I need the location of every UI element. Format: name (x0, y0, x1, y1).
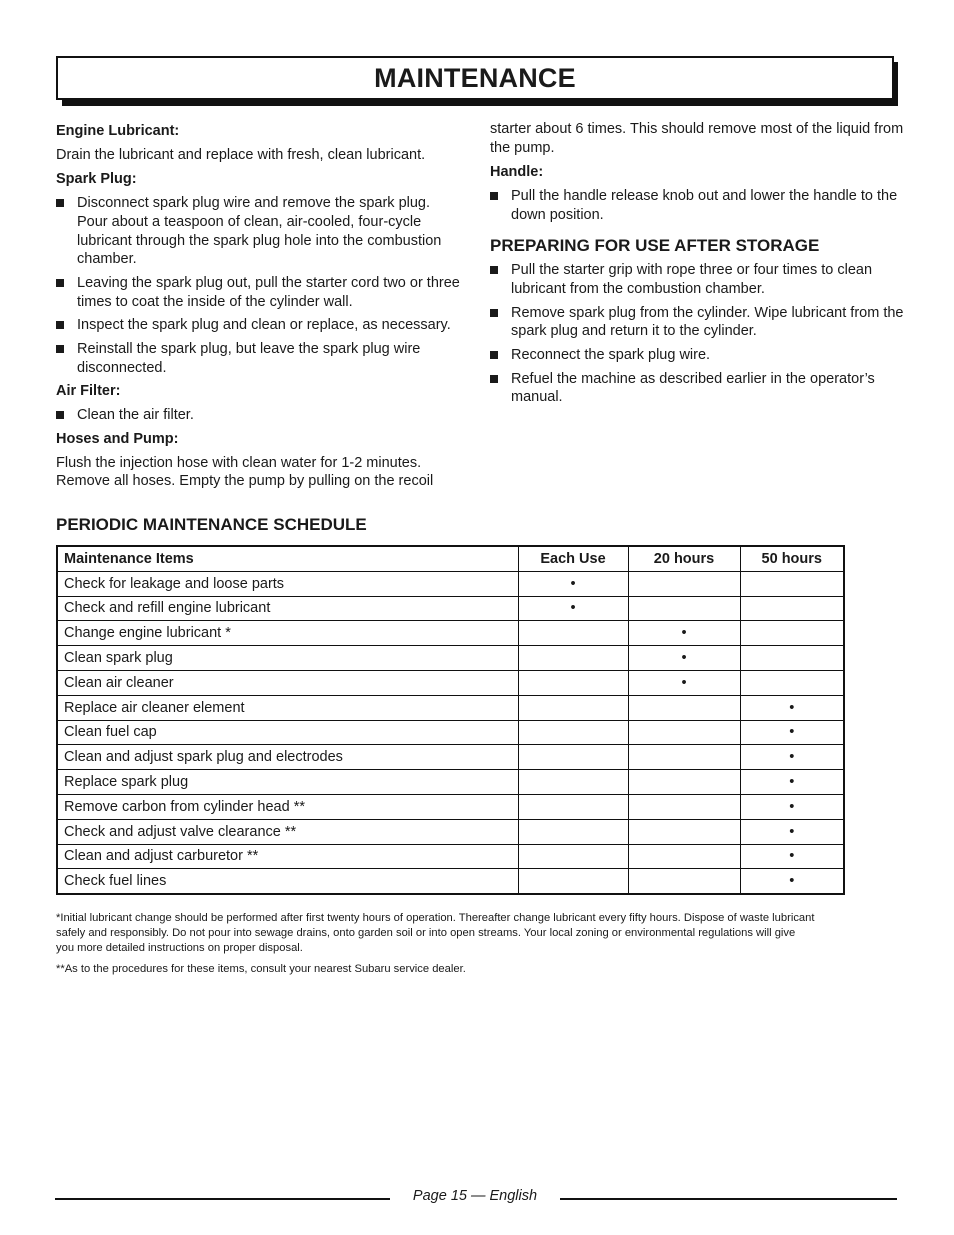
list-item (56, 340, 464, 377)
table-cell (628, 844, 740, 869)
table-cell: Check and refill engine lubricant (57, 596, 518, 621)
table-row (57, 695, 844, 720)
table-row (57, 670, 844, 695)
table-cell (740, 646, 844, 671)
table-cell (518, 794, 628, 819)
bullet-square-icon (490, 375, 498, 383)
spark-plug-list (56, 194, 464, 377)
table-cell (628, 745, 740, 770)
table-cell (628, 794, 740, 819)
list-item (490, 187, 908, 224)
table-cell: Replace spark plug (57, 770, 518, 795)
list-item (56, 274, 464, 311)
table-row (57, 596, 844, 621)
list-item (56, 316, 464, 335)
title-box (56, 56, 894, 100)
table-cell (740, 596, 844, 621)
bullet-square-icon (56, 411, 64, 419)
table-cell (740, 621, 844, 646)
column-header: Maintenance Items (57, 546, 518, 571)
table-cell (740, 571, 844, 596)
list-item-text: Clean the air filter. (77, 407, 194, 424)
storage-heading: PREPARING FOR USE AFTER STORAGE (490, 235, 820, 255)
schedule-heading: PERIODIC MAINTENANCE SCHEDULE (56, 515, 367, 534)
table-cell (740, 670, 844, 695)
engine-lubricant-text: Drain the lubricant and replace with fresh, clean lubricant. (56, 146, 426, 163)
hoses-pump-text: Flush the injection hose with clean water for 1-2 minutes. Remove all hoses. Empty the pump by pulling on the recoil (56, 454, 434, 490)
table-cell (628, 571, 740, 596)
table-cell (518, 646, 628, 671)
table-cell: • (518, 596, 628, 621)
table-row (57, 794, 844, 819)
table-cell: • (740, 745, 844, 770)
table-cell: Clean spark plug (57, 646, 518, 671)
handle-heading: Handle: (490, 164, 544, 181)
left-column (56, 122, 464, 497)
table-cell: Replace air cleaner element (57, 695, 518, 720)
table-cell: • (628, 621, 740, 646)
table-cell: Clean fuel cap (57, 720, 518, 745)
table-cell: • (628, 646, 740, 671)
page-footer: Page 15 — English (412, 1188, 538, 1204)
table-cell: • (628, 670, 740, 695)
table-cell: Clean air cleaner (57, 670, 518, 695)
footnote-1: *Initial lubricant change should be performed after first twenty hours of operation. Thereafter change lubricant every fifty hours. Dispose of waste lubricant safely and responsibly. Do not pour into sewage drains, onto garden soil or into open streams. Your local zoning or environmental regulations will give you more detailed instructions on proper disposal. (56, 912, 815, 954)
hoses-pump-heading: Hoses and Pump: (56, 430, 179, 447)
spark-plug-heading: Spark Plug: (56, 171, 137, 188)
bullet-square-icon (56, 279, 64, 287)
bullet-square-icon (490, 266, 498, 274)
bullet-square-icon (490, 351, 498, 359)
table-cell: Check for leakage and loose parts (57, 571, 518, 596)
table-cell (518, 720, 628, 745)
list-item (490, 261, 908, 298)
list-item-text: Refuel the machine as described earlier in the operator’s manual. (511, 370, 875, 406)
footnotes (56, 911, 816, 983)
list-item-text: Pull the starter grip with rope three or four times to clean lubricant from the combustion chamber. (511, 262, 873, 297)
table-cell: Clean and adjust spark plug and electrodes (57, 745, 518, 770)
list-item (490, 304, 908, 341)
table-cell (628, 819, 740, 844)
bullet-square-icon (56, 199, 64, 207)
table-cell (518, 695, 628, 720)
title-banner (56, 56, 898, 106)
handle-list (490, 187, 908, 224)
table-row (57, 844, 844, 869)
list-item-text: Remove spark plug from the cylinder. Wipe lubricant from the spark plug and return it to the cylinder. (511, 304, 904, 340)
list-item (56, 406, 464, 425)
footer-rule-left (55, 1198, 390, 1200)
table-cell (628, 596, 740, 621)
storage-list (490, 261, 908, 407)
bullet-square-icon (490, 309, 498, 317)
engine-lubricant-heading: Engine Lubricant: (56, 123, 180, 139)
maintenance-schedule-table (56, 545, 845, 895)
table-row (57, 720, 844, 745)
table-cell (518, 670, 628, 695)
table-row (57, 745, 844, 770)
table-row (57, 621, 844, 646)
table-header-row (57, 546, 844, 571)
footer-rule-right (560, 1198, 897, 1200)
list-item-text: Reconnect the spark plug wire. (511, 347, 711, 364)
bullet-square-icon (56, 345, 64, 353)
list-item-text: Disconnect spark plug wire and remove the spark plug. Pour about a teaspoon of clean, air-cooled, four-cycle lubricant through the spark plug hole into the combustion chamber. (77, 195, 442, 268)
table-cell: Change engine lubricant * (57, 621, 518, 646)
bullet-square-icon (490, 192, 498, 200)
table-cell: • (740, 819, 844, 844)
table-cell: • (740, 770, 844, 795)
table-cell (628, 869, 740, 894)
list-item-text: Inspect the spark plug and clean or replace, as necessary. (77, 317, 451, 334)
table-row (57, 819, 844, 844)
table-cell: • (740, 869, 844, 894)
list-item-text: Pull the handle release knob out and lower the handle to the down position. (511, 188, 898, 223)
page-title: MAINTENANCE (374, 62, 576, 93)
footnote-2: **As to the procedures for these items, consult your nearest Subaru service dealer. (56, 963, 466, 975)
table-cell: • (740, 695, 844, 720)
list-item (490, 370, 908, 407)
air-filter-heading: Air Filter: (56, 383, 121, 400)
table-cell: • (740, 794, 844, 819)
table-cell (518, 770, 628, 795)
table-cell (518, 621, 628, 646)
table-cell (518, 844, 628, 869)
list-item (56, 194, 464, 269)
table-cell (518, 745, 628, 770)
table-row (57, 646, 844, 671)
table-cell (628, 770, 740, 795)
column-header: 50 hours (740, 546, 844, 571)
table-row (57, 869, 844, 894)
air-filter-list (56, 406, 464, 425)
table-cell: • (740, 720, 844, 745)
list-item-text: Reinstall the spark plug, but leave the spark plug wire disconnected. (77, 341, 421, 376)
right-column (490, 120, 908, 412)
table-cell: • (518, 571, 628, 596)
column-header: Each Use (518, 546, 628, 571)
bullet-square-icon (56, 321, 64, 329)
table-cell (518, 869, 628, 894)
table-cell: Clean and adjust carburetor ** (57, 844, 518, 869)
column-header: 20 hours (628, 546, 740, 571)
table-row (57, 770, 844, 795)
table-row (57, 571, 844, 596)
continued-text: starter about 6 times. This should remove most of the liquid from the pump. (490, 121, 904, 156)
table-cell (518, 819, 628, 844)
table-cell: Check and adjust valve clearance ** (57, 819, 518, 844)
table-cell: • (740, 844, 844, 869)
table-cell: Check fuel lines (57, 869, 518, 894)
table-cell (628, 695, 740, 720)
table-cell: Remove carbon from cylinder head ** (57, 794, 518, 819)
list-item-text: Leaving the spark plug out, pull the starter cord two or three times to coat the inside of the cylinder wall. (77, 274, 460, 310)
list-item (490, 346, 908, 365)
table-cell (628, 720, 740, 745)
